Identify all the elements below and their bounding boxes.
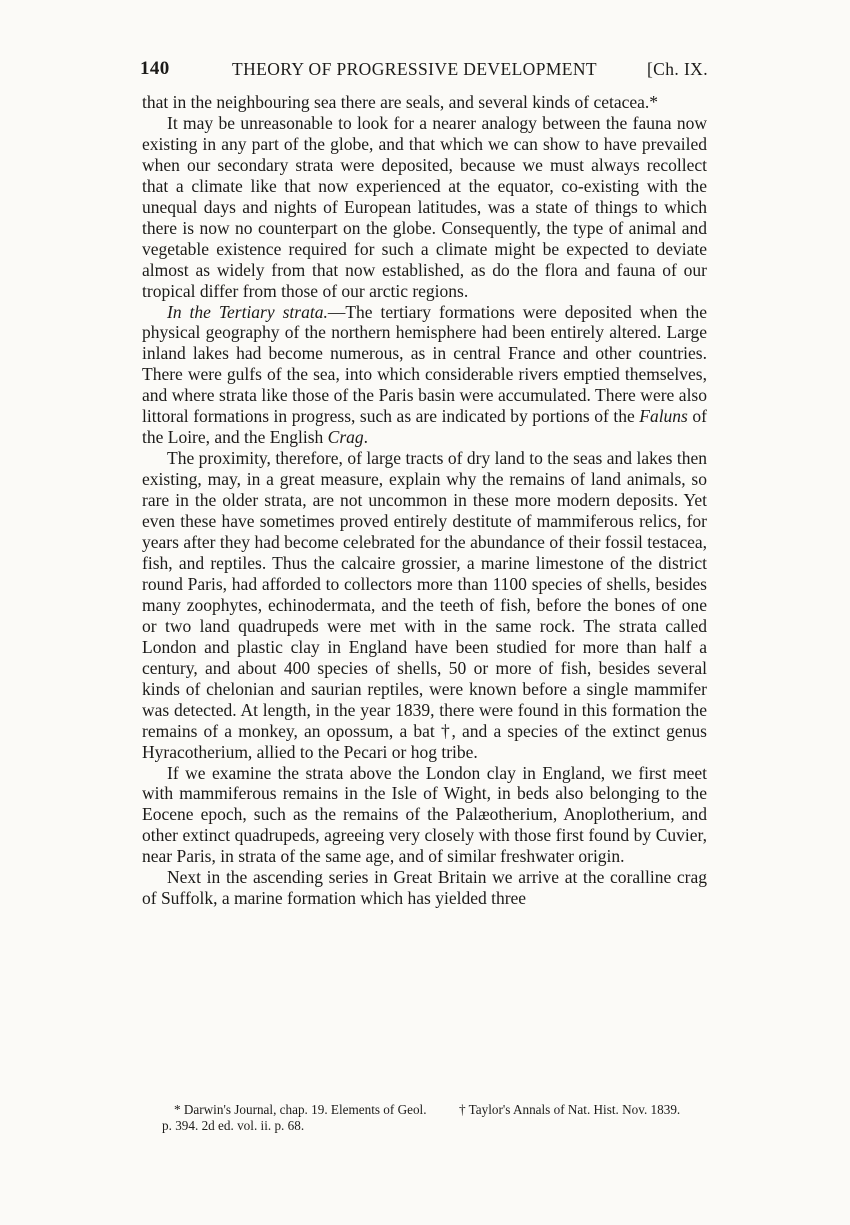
paragraph-text: —The tertiary formations were deposited when the physical geography of the northern hemisphere had been entirely altered. Large inland lakes had become numerous, as in central France and other countries. There were gulfs of the sea, into which considerable rivers emptied themselves, and where strata like those of the Paris basin were accumulated. There were also littoral formations in progress, such as are indicated by portions of the — [142, 301, 708, 427]
body-text — [142, 92, 707, 909]
italic-term-faluns: Faluns — [639, 406, 688, 427]
paragraph-tertiary-strata — [142, 302, 707, 449]
footnote-star: * Darwin's Journal, chap. 19. Elements of Geol. p. 394. 2d ed. vol. ii. p. 68. — [162, 1102, 427, 1133]
paragraph-london-clay: If we examine the strata above the London clay in England, we first meet with mammiferous remains in the Isle of Wight, in beds also belonging to the Eocene epoch, such as the remains of the Palæotherium, Anoplotherium, and other extinct quadrupeds, agreeing very closely with those first found by Cuvier, near Paris, in strata of the same age, and of similar freshwater origin. — [142, 762, 707, 867]
italic-term-crag: Crag — [327, 427, 364, 448]
paragraph-continuation: that in the neighbouring sea there are seals, and several kinds of cetacea.* — [142, 92, 659, 112]
paragraph-coralline-crag: Next in the ascending series in Great Britain we arrive at the coralline crag of Suffolk, a marine formation which has yielded three — [142, 867, 707, 909]
paragraph-proximity: The proximity, therefore, of large tracts of dry land to the seas and lakes then existing, may, in a great measure, explain why the remains of land animals, so rare in the older strata, are not uncommon in these more modern deposits. Yet even these have sometimes proved entirely destitute of mammiferous relics, for years after they had become celebrated for the abundance of their fossil testacea, fish, and reptiles. Thus the calcaire grossier, a marine limestone of the district round Paris, had afforded to collectors more than 1100 species of shells, besides many zoophytes, echinodermata, and the teeth of fish, before the bones of one or two land quadrupeds were met with in the same rock. The strata called London and plastic clay in England have been studied for more than half a century, and about 400 species of shells, 50 or more of fish, besides several kinds of chelonian and saurian reptiles, were known before a single mammifer was detected. At length, in the year 1839, there were found in this formation the remains of a monkey, an opossum, a bat †, and a species of the extinct genus Hyracotherium, allied to the Pecari or hog tribe. — [142, 448, 707, 762]
paragraph-analogy: It may be unreasonable to look for a nearer analogy between the fauna now existing in any part of the globe, and that which we can show to have prevailed when our secondary strata were deposited, because we must always recollect that a climate like that now experienced at the equator, co-existing with the unequal days and nights of European latitudes, was a state of things to which there is now no counterpart on the globe. Consequently, the type of animal and vegetable existence required for such a climate might be expected to deviate almost as widely from that now established, as do the flora and fauna of our tropical differ from those of our arctic regions. — [142, 112, 707, 301]
page-number: 140 — [140, 58, 170, 79]
chapter-label: [Ch. IX. — [646, 59, 708, 79]
paragraph-text: . — [363, 427, 369, 448]
running-title: THEORY OF PROGRESSIVE DEVELOPMENT — [232, 59, 598, 79]
footnote-dagger: † Taylor's Annals of Nat. Hist. Nov. 1839. — [459, 1102, 681, 1117]
paragraph-text: of the Loire, and the English — [142, 406, 707, 448]
section-heading-italic: In the Tertiary strata. — [167, 301, 328, 322]
